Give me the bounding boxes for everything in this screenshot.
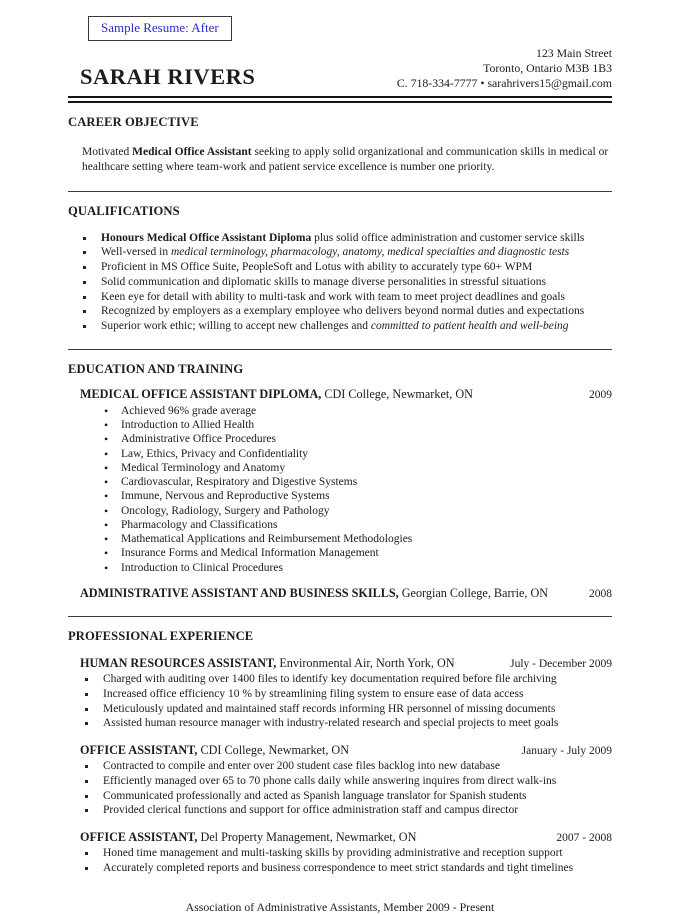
section-divider: [68, 349, 612, 350]
bullet-item: • Introduction to Clinical Procedures: [68, 561, 612, 575]
bullet-item: • Oncology, Radiology, Surgery and Pathology: [68, 504, 612, 518]
bullet-item: Meticulously updated and maintained staff records informing HR personnel of missing documents: [68, 702, 612, 717]
bullet-item: • Administrative Office Procedures: [68, 432, 612, 446]
experience-bullet-list: [68, 759, 612, 818]
experience-entry-title: OFFICE ASSISTANT, CDI College, Newmarket, ON: [80, 743, 350, 758]
bullet-item: Solid communication and diplomatic skills to manage diverse personalities in stressful situations: [68, 275, 612, 290]
bullet-item: Provided clerical functions and support for office administration staff and campus director: [68, 803, 612, 818]
bullet-item: Recognized by employers as a exemplary employee who delivers beyond normal duties and expectations: [68, 304, 612, 319]
section-divider: [68, 191, 612, 192]
contact-address-line2: Toronto, Ontario M3B 1B3: [483, 61, 612, 76]
section-divider: [68, 616, 612, 617]
bullet-item: Charged with auditing over 1400 files to identify key documentation required before file archiving: [68, 672, 612, 687]
experience-entry-title: OFFICE ASSISTANT, Del Property Management, Newmarket, ON: [80, 830, 417, 845]
bullet-item: Contracted to compile and enter over 200 student case files backlog into new database: [68, 759, 612, 774]
section-heading-experience: PROFESSIONAL EXPERIENCE: [68, 628, 254, 643]
experience-entry: [68, 830, 612, 876]
education-entry: [68, 387, 612, 575]
section-heading-qualifications: QUALIFICATIONS: [68, 203, 180, 218]
experience-entry: [68, 656, 612, 731]
education-course-list: [68, 404, 612, 575]
experience-entry-head: [68, 743, 612, 758]
candidate-name: SARAH RIVERS: [80, 64, 256, 90]
education-entry: [68, 586, 612, 601]
header-divider: [68, 96, 612, 103]
experience-entry-head: [68, 656, 612, 671]
bullet-item: Communicated professionally and acted as Spanish language translator for Spanish students: [68, 789, 612, 804]
bullet-item: • Law, Ethics, Privacy and Confidentiality: [68, 447, 612, 461]
section-heading-career-objective: CAREER OBJECTIVE: [68, 115, 199, 130]
qualifications-list: [68, 231, 612, 334]
contact-address-line1: 123 Main Street: [535, 46, 612, 60]
experience-entry-title: HUMAN RESOURCES ASSISTANT, Environmental Air, North York, ON: [80, 655, 455, 670]
bullet-item: • Achieved 96% grade average: [68, 404, 612, 418]
experience-bullet-list: [68, 672, 612, 731]
experience-entry-date: January - July 2009: [521, 745, 612, 758]
bullet-item: Efficiently managed over 65 to 70 phone calls daily while answering inquires from direct walk-ins: [68, 774, 612, 789]
contact-phone-email: C. 718-334-7777 • sarahrivers15@gmail.com: [396, 76, 612, 91]
bullet-item: • Immune, Nervous and Reproductive Systems: [68, 489, 612, 503]
resume-header: [68, 46, 612, 91]
sample-resume-label: Sample Resume: After: [88, 16, 232, 41]
career-objective-text: Motivated Medical Office Assistant seeking to apply solid organizational and communication skills in medical or healthcare setting where team-work and patient service excellence is number one priority.: [82, 146, 609, 174]
education-entry-date: 2008: [589, 587, 612, 600]
experience-entry-date: July - December 2009: [510, 657, 612, 670]
contact-block: [397, 46, 612, 91]
bullet-item: • Medical Terminology and Anatomy: [68, 461, 612, 475]
education-entry-title: MEDICAL OFFICE ASSISTANT DIPLOMA, CDI College, Newmarket, ON: [80, 386, 473, 401]
experience-entry: [68, 743, 612, 818]
experience-bullet-list: [68, 846, 612, 876]
experience-entry-head: [68, 830, 612, 845]
education-entry-head: [68, 387, 612, 402]
section-heading-education: EDUCATION AND TRAINING: [68, 361, 244, 376]
bullet-item: Assisted human resource manager with industry-related research and special projects to meet goals: [68, 716, 612, 731]
experience-entry-date: 2007 - 2008: [556, 832, 612, 845]
education-entry-head: [68, 586, 612, 601]
bullet-item: Keen eye for detail with ability to multi-task and work with team to meet project deadlines and goals: [68, 290, 612, 305]
membership-footer: Association of Administrative Assistants, Member 2009 - Present: [185, 899, 495, 914]
bullet-item: • Cardiovascular, Respiratory and Digestive Systems: [68, 475, 612, 489]
education-entry-title: ADMINISTRATIVE ASSISTANT AND BUSINESS SKILLS, Georgian College, Barrie, ON: [80, 585, 549, 600]
bullet-item: • Insurance Forms and Medical Information Management: [68, 546, 612, 560]
bullet-item: • Mathematical Applications and Reimbursement Methodologies: [68, 532, 612, 546]
bullet-item: • Introduction to Allied Health: [68, 418, 612, 432]
bullet-item: Honours Medical Office Assistant Diploma plus solid office administration and customer service skills: [68, 231, 612, 246]
bullet-item: Honed time management and multi-tasking skills by providing administrative and reception support: [68, 846, 612, 861]
bullet-item: Accurately completed reports and business correspondence to meet strict standards and tight timelines: [68, 861, 612, 876]
bullet-item: • Pharmacology and Classifications: [68, 518, 612, 532]
bullet-item: Proficient in MS Office Suite, PeopleSoft and Lotus with ability to accurately type 60+ WPM: [68, 260, 612, 275]
bullet-item: Well-versed in medical terminology, pharmacology, anatomy, medical specialties and diagnostic tests: [68, 245, 612, 260]
bullet-item: Superior work ethic; willing to accept new challenges and committed to patient health and well-being: [68, 319, 612, 334]
bullet-item: Increased office efficiency 10 % by streamlining filing system to ensure ease of data access: [68, 687, 612, 702]
education-entry-date: 2009: [589, 388, 612, 401]
